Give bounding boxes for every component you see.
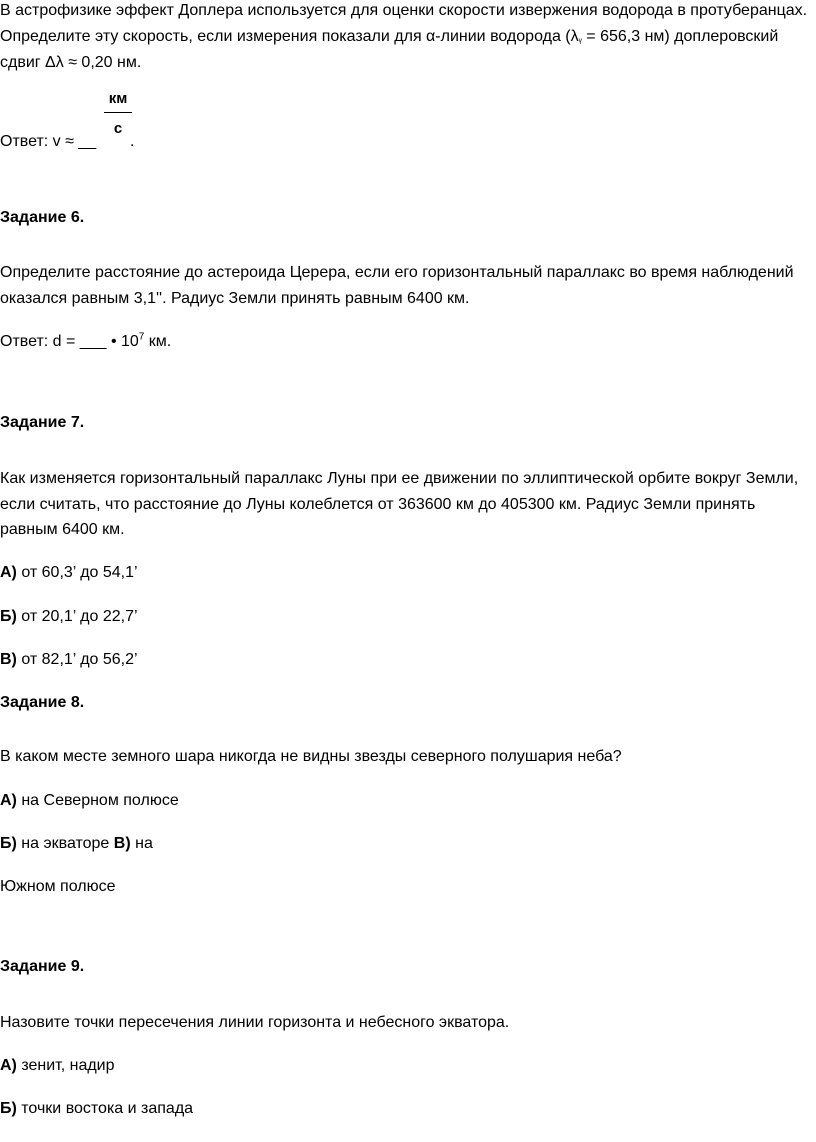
answer-end: . (130, 133, 135, 150)
task7-line2: если считать, что расстояние до Луны колеблется от 363600 км до 405300 км. Радиус Земли принять (0, 496, 756, 513)
task9-option-a: А) зенит, надир (0, 1057, 115, 1074)
unit-denominator: с (113, 120, 123, 137)
task5-line2: Определите эту скорость, если измерения показали для α-линии водорода ($\lambda_ᵞ = 656,3$ нм) доплеровский (0, 28, 779, 49)
task6-heading: Задание 6. (0, 209, 85, 226)
task8-heading: Задание 8. (0, 694, 85, 711)
task8-option-bc: Б) на экваторе В) на (0, 835, 153, 852)
task6-line2: оказался равным 3,1''. Радиус Земли принять равным 6400 км. (0, 290, 470, 307)
task7-option-b: Б) от 20,1’ до 22,7’ (0, 608, 138, 625)
answer-label: Ответ: v ≈ __ (0, 133, 97, 150)
task9-heading: Задание 9. (0, 958, 85, 975)
fraction-bar (104, 112, 132, 113)
task7-option-a: А) от 60,3’ до 54,1’ (0, 564, 138, 581)
task8-question: В каком месте земного шара никогда не видны звезды северного полушария неба? (0, 748, 622, 765)
unit-numerator: км (108, 90, 128, 107)
task7-heading: Задание 7. (0, 414, 85, 431)
task8-option-c-cont: Южном полюсе (0, 878, 116, 895)
task9-option-b: Б) точки востока и запада (0, 1100, 194, 1117)
task5-line1: В астрофизике эффект Доплера используется для оценки скорости извержения водорода в протуберанцах. (0, 2, 808, 19)
task5-answer (0, 129, 96, 155)
task7-option-c: В) от 82,1’ до 56,2’ (0, 651, 138, 668)
task6-answer: Ответ: d = ___ • $10^7$ км. (0, 331, 172, 350)
task9-question: Назовите точки пересечения линии горизонта и небесного экватора. (0, 1014, 510, 1031)
task7-line1: Как изменяется горизонтальный параллакс Луны при ее движении по эллиптической орбите вокруг Земли, (0, 470, 799, 487)
task7-line3: равным 6400 км. (0, 521, 125, 538)
task5-line3: сдвиг Δλ ≈ 0,20 нм. (0, 54, 142, 71)
task6-line1: Определите расстояние до астероида Церера, если его горизонтальный параллакс во время наблюдений (0, 264, 794, 281)
task8-option-a: А) на Северном полюсе (0, 792, 179, 809)
